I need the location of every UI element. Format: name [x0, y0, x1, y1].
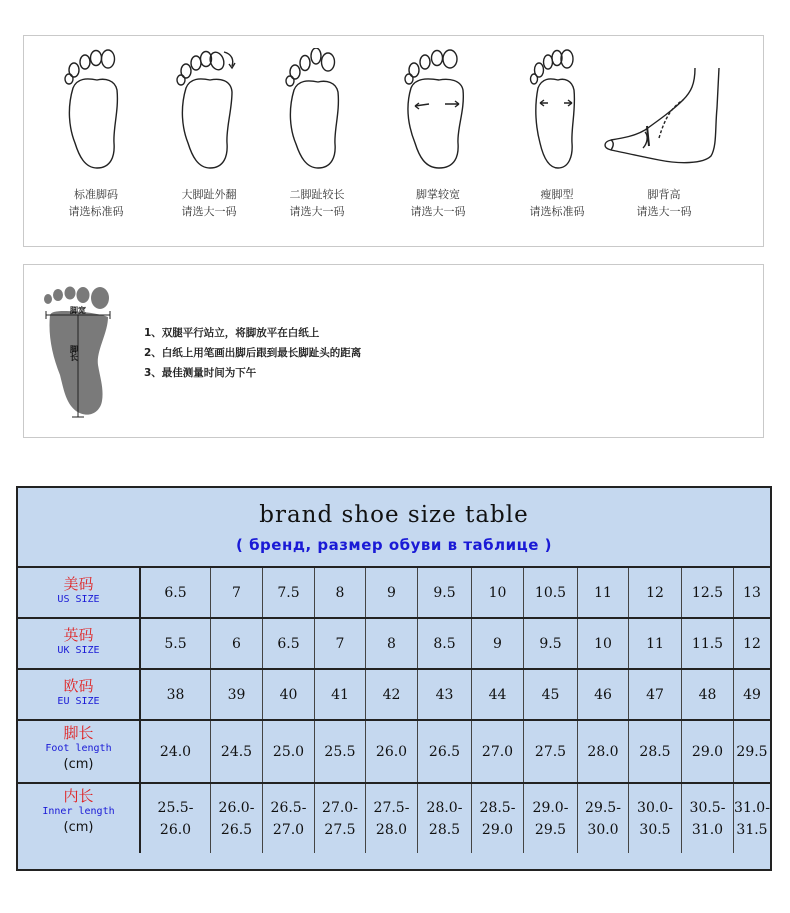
size-cell: 25.5: [315, 721, 366, 782]
size-row: [18, 721, 770, 784]
size-cell: 7.5: [263, 568, 315, 617]
foot-type-long-second-toe: [267, 48, 367, 220]
size-cell: 6: [211, 619, 263, 668]
foot-type-narrow: [507, 48, 607, 220]
table-subtitle: ( бренд, размер обуви в таблице ): [236, 536, 552, 554]
size-row: [18, 670, 770, 721]
size-cell: 10.5: [524, 568, 578, 617]
foot-type-name: 标准脚码: [74, 188, 118, 201]
size-row: [18, 619, 770, 670]
row-header: [18, 721, 141, 782]
size-cell: 48: [682, 670, 734, 719]
size-cell: 24.0: [141, 721, 211, 782]
foot-type-name: 瘦脚型: [540, 188, 574, 201]
size-cell: 46: [578, 670, 629, 719]
row-header-en: Inner length: [42, 806, 115, 817]
foot-measure-icon: [38, 285, 118, 425]
measure-steps: [144, 323, 361, 383]
table-title: brand shoe size table: [259, 502, 529, 528]
row-header: [18, 619, 141, 668]
standard-foot-icon: [61, 48, 131, 172]
size-cell: 31.0- 31.5: [734, 799, 770, 838]
size-cell: 29.0- 29.5: [524, 784, 578, 853]
size-cell: 27.0: [472, 721, 524, 782]
foot-type-high-instep: [614, 48, 714, 220]
size-cell: 10: [578, 619, 629, 668]
row-header: [18, 568, 141, 617]
size-cell: 8: [366, 619, 418, 668]
size-cell: 26.0- 26.5: [211, 784, 263, 853]
row-header-cn: 英码: [63, 626, 94, 644]
foot-type-name: 脚背高: [647, 188, 681, 201]
size-cell: 28.0: [578, 721, 629, 782]
row-header-cn: 美码: [63, 575, 94, 593]
size-cell: 9: [472, 619, 524, 668]
measure-panel: [23, 264, 764, 438]
size-cell: 38: [141, 670, 211, 719]
row-header-cn: 内长: [63, 787, 94, 805]
size-cell: 10: [472, 568, 524, 617]
size-cell: 27.5: [524, 721, 578, 782]
row-header-en: UK SIZE: [57, 645, 100, 656]
size-cell: 11.5: [682, 619, 734, 668]
foot-type-advice: 请选标准码: [68, 205, 124, 218]
size-row: [18, 568, 770, 619]
wide-foot-icon: [403, 48, 473, 172]
size-cell: 11: [578, 568, 629, 617]
size-cell: 12: [629, 568, 682, 617]
foot-type-advice: 请选大一码: [410, 205, 466, 218]
foot-type-advice: 请选标准码: [529, 205, 585, 218]
size-cell: 6.5: [263, 619, 315, 668]
size-cell: 11: [629, 619, 682, 668]
table-header: [18, 488, 770, 568]
size-row: [18, 784, 770, 853]
size-cell: 41: [315, 670, 366, 719]
size-cell: 30.0- 30.5: [629, 784, 682, 853]
size-cell: 27.0- 27.5: [315, 784, 366, 853]
row-header-cn: 欧码: [63, 677, 94, 695]
foot-type-panel: [23, 35, 764, 247]
size-cell: 8.5: [418, 619, 472, 668]
size-cell: 29.5- 30.0: [578, 784, 629, 853]
long-second-toe-foot-icon: [282, 48, 352, 172]
size-cell: 8: [315, 568, 366, 617]
size-cell: 13: [743, 584, 761, 601]
size-cell: 28.5: [629, 721, 682, 782]
narrow-foot-icon: [522, 48, 592, 172]
size-cell: 26.5- 27.0: [263, 784, 315, 853]
size-cell: 39: [211, 670, 263, 719]
measure-step: 3、最佳测量时间为下午: [144, 367, 257, 379]
size-cell: 45: [524, 670, 578, 719]
foot-type-advice: 请选大一码: [636, 205, 692, 218]
size-cell: 49: [743, 686, 761, 703]
size-cell: 7: [211, 568, 263, 617]
foot-type-wide: [388, 48, 488, 220]
row-header-en: EU SIZE: [57, 696, 100, 707]
foot-width-label: 脚宽: [70, 306, 86, 315]
size-cell: 42: [366, 670, 418, 719]
size-cell: 9.5: [418, 568, 472, 617]
size-cell: 28.5- 29.0: [472, 784, 524, 853]
size-cell: 25.0: [263, 721, 315, 782]
foot-type-standard: [46, 48, 146, 220]
size-cell: 43: [418, 670, 472, 719]
size-cell: 9: [366, 568, 418, 617]
foot-type-name: 大脚趾外翻: [181, 188, 237, 201]
foot-type-advice: 请选大一码: [289, 205, 345, 218]
foot-length-label: 脚长: [69, 345, 79, 361]
foot-type-bunion: [159, 48, 259, 220]
row-header-unit: (cm): [63, 757, 94, 772]
size-cell: 47: [629, 670, 682, 719]
row-header-en: US SIZE: [57, 594, 100, 605]
foot-type-name: 二脚趾较长: [289, 188, 345, 201]
size-cell: 7: [315, 619, 366, 668]
size-cell: 12.5: [682, 568, 734, 617]
size-cell: 44: [472, 670, 524, 719]
high-instep-foot-icon: [599, 48, 729, 172]
size-cell: 29.5: [736, 743, 768, 760]
measure-step: 1、双腿平行站立，将脚放平在白纸上: [144, 327, 320, 339]
row-header: [18, 784, 141, 853]
size-cell: 6.5: [141, 568, 211, 617]
size-cell: 40: [263, 670, 315, 719]
size-cell: 24.5: [211, 721, 263, 782]
size-cell: 27.5- 28.0: [366, 784, 418, 853]
size-cell: 25.5- 26.0: [141, 784, 211, 853]
foot-type-advice: 请选大一码: [181, 205, 237, 218]
size-cell: 5.5: [141, 619, 211, 668]
row-header-unit: (cm): [63, 820, 94, 835]
bunion-foot-icon: [174, 48, 244, 172]
row-header-en: Foot length: [45, 743, 112, 754]
row-header-cn: 脚长: [63, 724, 94, 742]
size-cell: 26.5: [418, 721, 472, 782]
size-cell: 12: [743, 635, 761, 652]
size-cell: 30.5- 31.0: [682, 784, 734, 853]
row-header: [18, 670, 141, 719]
measure-step: 2、白纸上用笔画出脚后跟到最长脚趾头的距离: [144, 347, 362, 359]
size-cell: 28.0- 28.5: [418, 784, 472, 853]
size-table: [16, 486, 772, 871]
size-cell: 26.0: [366, 721, 418, 782]
foot-type-name: 脚掌较宽: [416, 188, 460, 201]
size-cell: 29.0: [682, 721, 734, 782]
size-cell: 9.5: [524, 619, 578, 668]
